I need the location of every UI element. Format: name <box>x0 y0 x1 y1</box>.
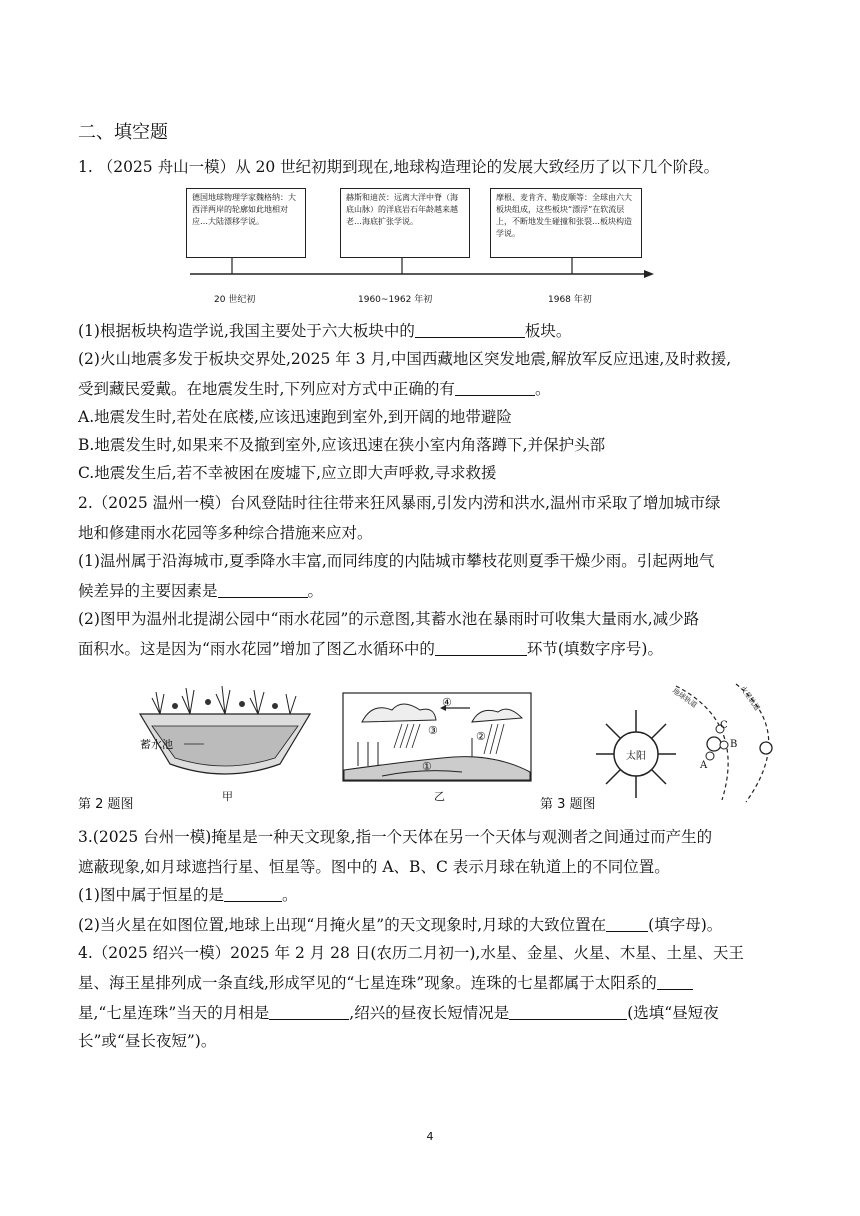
figure-yi-label: 乙 <box>434 790 445 803</box>
q3-part1-blank[interactable] <box>224 885 282 902</box>
q4-line2: 星、海王星排列成一条直线,形成罕见的“七星连珠”现象。连珠的七星都属于太阳系的 <box>78 972 783 994</box>
q2-part1-line2: 候差异的主要因素是 。 <box>78 582 324 600</box>
q4-blank-2[interactable] <box>269 1003 349 1020</box>
caption-fig3: 第 3 题图 <box>540 797 596 812</box>
q1-option-b: B.地震发生时,如果来不及撤到室外,应该迅速在狭小室内角落蹲下,并保护头部 <box>78 436 606 454</box>
cycle-num-2: ② <box>476 730 486 743</box>
q3-part2-blank[interactable] <box>606 915 648 932</box>
q3-part2: (2)当火星在如图位置,地球上出现“月掩火星”的天文现象时,月球的大致位置在 (填字母)。 <box>78 916 723 934</box>
page-number: 4 <box>426 1130 434 1143</box>
figure-jia-label: 甲 <box>222 790 233 803</box>
q4-blank-3[interactable] <box>509 1003 627 1020</box>
q1-part2-line1: (2)火山地震多发于板块交界处,2025 年 3 月,中国西藏地区突发地震,解放军反应迅速,及时救援, <box>78 350 732 368</box>
q1-part2-line2: 受到藏民爱戴。在地震发生时,下列应对方式中正确的有 。 <box>78 380 551 398</box>
q2-part2-blank[interactable] <box>435 639 527 656</box>
q4-line3: 星,“七星连珠”当天的月相是 ,绍兴的昼夜长短情况是 (选填“昼短夜 <box>78 1004 719 1022</box>
q1-option-a: A.地震发生时,若处在底楼,应该迅速跑到室外,到开阔的地带避险 <box>78 408 512 426</box>
timeline-box-2: 赫斯和迪茨：远离大洋中脊（海底山脉）的洋底岩石年龄越来越老…海底扩张学说。 <box>340 188 470 258</box>
figure-yi-water-cycle <box>342 692 532 802</box>
section-title: 二、填空题 <box>78 122 168 143</box>
q1-timeline-figure <box>186 186 666 311</box>
timeline-box-1: 德国地球物理学家魏格纳：大西洋两岸的轮廓如此地相对应…大陆漂移学说。 <box>186 188 306 258</box>
timeline-date-2: 1960~1962 年初 <box>358 295 433 305</box>
q4-blank-1[interactable] <box>657 973 693 990</box>
earth-orbit-label: 地球轨道 <box>670 686 699 710</box>
q3-part1: (1)图中属于恒星的是 。 <box>78 886 298 904</box>
q1-part2-blank[interactable] <box>455 379 535 396</box>
timeline-date-1: 20 世纪初 <box>214 295 256 305</box>
cycle-num-3: ③ <box>428 724 438 737</box>
q1-part1-blank[interactable] <box>415 321 525 338</box>
figure-jia-rain-garden <box>130 684 320 803</box>
mars-orbit-label: 火星轨道 <box>738 684 762 713</box>
q2-intro-line2: 地和修建雨水花园等多种综合措施来应对。 <box>78 524 373 542</box>
caption-fig2: 第 2 题图 <box>78 797 134 812</box>
q2-part1-line1: (1)温州属于沿海城市,夏季降水丰富,而同纬度的内陆城市攀枝花则夏季干燥少雨。引起两地气 <box>78 552 715 570</box>
label-b: B <box>730 739 738 750</box>
q2-part1-blank[interactable] <box>218 581 308 598</box>
timeline-box-3: 摩根、麦肯齐、勒皮顺等：全球由六大板块组成，这些板块“漂浮”在软流层上，不断地发生碰撞和张裂…板块构造学说。 <box>490 188 642 258</box>
q4-line1: 4.（2025 绍兴一模）2025 年 2 月 28 日(农历二月初一),水星、金星、火星、木星、土星、天王 <box>78 944 744 962</box>
q4-line4: 长”或“昼长夜短”)。 <box>78 1032 217 1050</box>
label-c: C <box>720 720 728 731</box>
figure-3-occultation <box>596 682 786 804</box>
q1-intro: 1. （2025 舟山一模）从 20 世纪初期到现在,地球构造理论的发展大致经历了以下几个阶段。 <box>78 158 720 176</box>
cycle-num-4: ④ <box>442 696 452 709</box>
q2-intro-line1: 2.（2025 温州一模）台风登陆时往往带来狂风暴雨,引发内涝和洪水,温州市采取了增加城市绿 <box>78 494 721 512</box>
q2-part2-line2: 面积水。这是因为“雨水花园”增加了图乙水循环中的 环节(填数字序号)。 <box>78 640 663 658</box>
timeline-date-3: 1968 年初 <box>548 295 592 305</box>
q3-intro-line2: 遮蔽现象,如月球遮挡行星、恒星等。图中的 A、B、C 表示月球在轨道上的不同位置。 <box>78 858 670 876</box>
label-a: A <box>700 760 708 771</box>
water-cycle-illustration <box>342 692 532 802</box>
pool-label: 蓄水池 <box>140 738 173 751</box>
q3-intro-line1: 3.(2025 台州一模)掩星是一种天文现象,指一个天体在另一个天体与观测者之间通过而产生的 <box>78 828 713 846</box>
sun-label: 太阳 <box>626 751 646 762</box>
q1-part1: (1)根据板块构造学说,我国主要处于六大板块中的 板块。 <box>78 322 572 340</box>
q2-part2-line1: (2)图甲为温州北提湖公园中“雨水花园”的示意图,其蓄水池在暴雨时可收集大量雨水,减少路 <box>78 610 700 628</box>
cycle-num-1: ① <box>422 760 432 773</box>
q1-option-c: C.地震发生后,若不幸被困在废墟下,应立即大声呼救,寻求救援 <box>78 464 497 482</box>
